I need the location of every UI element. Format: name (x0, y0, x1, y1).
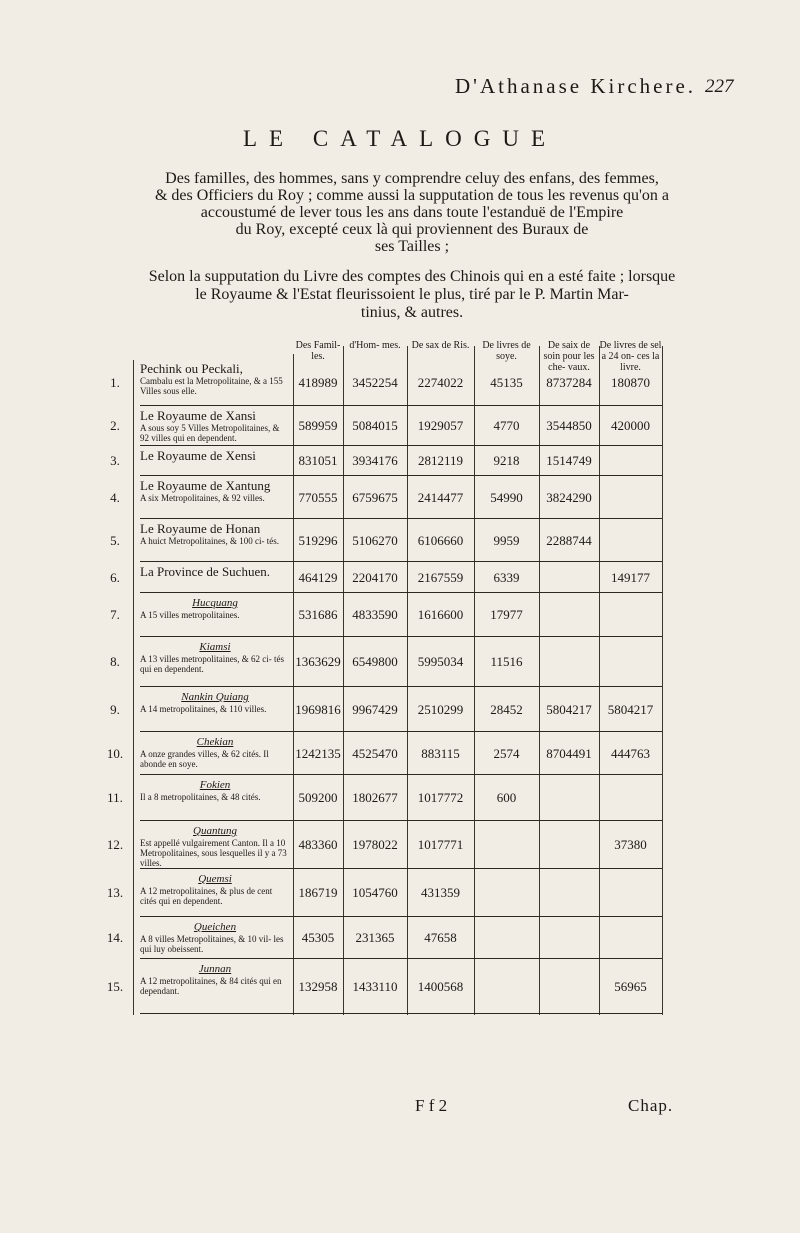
province-name: Le Royaume de Xantung (140, 478, 271, 493)
value-cell: 186719 (298, 885, 338, 900)
province-cell (140, 409, 290, 443)
value-cell: 8737284 (546, 374, 592, 390)
value-cell: 28452 (490, 701, 523, 717)
intro-line: Des familles, des hommes, sans y comprendre celuy des enfans, des femmes, (165, 170, 659, 187)
column-rule (599, 346, 600, 1015)
value-cell: 54990 (490, 489, 523, 505)
value-cell: 444763 (611, 745, 650, 761)
value-cell: 1514749 (546, 453, 592, 468)
province-description: A 15 villes metropolitaines. (140, 610, 240, 620)
value-cell: 5995034 (417, 654, 464, 669)
left-rule (133, 360, 134, 1015)
value-cell: 6549800 (352, 654, 398, 669)
row-rule (140, 636, 662, 637)
row-number: 6. (110, 569, 120, 585)
value-cell: 4833590 (352, 607, 398, 622)
value-cell: 531686 (298, 607, 338, 622)
row-rule (140, 820, 662, 821)
row-rule (140, 561, 662, 562)
value-cell: 2204170 (352, 569, 398, 585)
value-cell: 11516 (490, 654, 523, 669)
value-cell: 3934176 (352, 453, 398, 468)
value-cell: 1433110 (352, 978, 398, 994)
province-name: Chekian (196, 736, 234, 748)
value-cell: 17977 (490, 607, 523, 622)
value-cell: 1616600 (417, 607, 464, 622)
province-description: A 14 metropolitaines, & 110 villes. (140, 704, 267, 714)
value-cell: 47658 (424, 930, 457, 945)
value-cell: 418989 (298, 374, 338, 390)
province-description: A huict Metropolitaines, & 100 ci- tés. (140, 536, 279, 546)
row-rule (140, 475, 662, 476)
value-cell: 45135 (490, 374, 523, 390)
province-description: A sous soy 5 Villes Metropolitaines, & 92 villes qui en dependent. (140, 423, 280, 443)
value-cell: 5804217 (607, 701, 654, 717)
province-name: Nankin Quiang (181, 691, 249, 703)
province-cell (140, 449, 290, 463)
column-header: De livres de sel a 24 on- ces la livre. (599, 340, 662, 373)
province-name: Queichen (193, 921, 237, 933)
value-cell: 3824290 (546, 489, 592, 505)
value-cell: 4770 (493, 418, 520, 433)
row-number: 12. (106, 837, 124, 852)
value-cell: 6339 (493, 569, 520, 585)
value-cell: 45305 (301, 930, 335, 945)
value-cell: 5084015 (352, 418, 398, 433)
value-cell: 6759675 (352, 489, 398, 505)
province-cell (140, 962, 290, 996)
province-cell (140, 640, 290, 674)
value-cell: 1929057 (417, 418, 464, 433)
running-head: D'Athanase Kirchere. (455, 74, 697, 98)
row-number: 3. (110, 453, 120, 468)
signature-mark: F f 2 (415, 1096, 448, 1115)
value-cell: 5106270 (352, 532, 398, 548)
value-cell: 589959 (298, 418, 338, 433)
value-cell: 2510299 (417, 701, 464, 717)
province-name: Quantung (193, 825, 237, 837)
value-cell: 56965 (614, 978, 647, 994)
row-number: 14. (106, 930, 124, 945)
value-cell: 4525470 (352, 745, 398, 761)
province-name: Le Royaume de Honan (140, 521, 261, 536)
province-cell (140, 596, 290, 620)
intro-line: du Roy, excepté ceux là qui proviennent des Buraux de (235, 221, 589, 238)
province-name: Quemsi (198, 873, 232, 885)
value-cell: 519296 (298, 532, 338, 548)
row-number: 9. (110, 701, 120, 717)
province-description: A 8 villes Metropolitaines, & 10 vil- les qui luy obeissent. (140, 934, 284, 954)
row-number: 5. (110, 532, 120, 548)
row-number: 10. (106, 745, 124, 761)
value-cell: 831051 (298, 453, 338, 468)
value-cell: 9218 (493, 453, 520, 468)
calculation-note (62, 268, 762, 322)
province-description: A six Metropolitaines, & 92 villes. (140, 493, 265, 503)
value-cell: 1363629 (295, 654, 341, 669)
row-rule (140, 868, 662, 869)
value-cell: 464129 (298, 569, 338, 585)
value-cell: 2414477 (417, 489, 464, 505)
page-number: 227 (705, 76, 734, 97)
value-cell: 2574 (493, 745, 520, 761)
value-cell: 6106660 (417, 532, 464, 548)
row-rule (140, 686, 662, 687)
province-cell (140, 690, 290, 714)
row-rule (140, 1013, 662, 1014)
province-cell (140, 479, 290, 503)
column-rule (343, 346, 344, 1015)
value-cell: 483360 (298, 837, 338, 852)
value-cell: 2812119 (417, 453, 464, 468)
province-description: A 12 metropolitaines, & 84 cités qui en dependant. (140, 976, 282, 996)
row-rule (140, 518, 662, 519)
row-number: 8. (110, 654, 120, 669)
province-cell (140, 362, 290, 396)
value-cell: 1017772 (417, 790, 464, 805)
row-number: 2. (110, 418, 120, 433)
value-cell: 9967429 (352, 701, 398, 717)
province-name: Pechink ou Peckali, (140, 361, 243, 376)
value-cell: 149177 (611, 569, 650, 585)
value-cell: 431359 (421, 885, 460, 900)
row-rule (140, 592, 662, 593)
column-header: d'Hom- mes. (349, 340, 401, 351)
row-number: 11. (107, 790, 123, 805)
value-cell: 1802677 (352, 790, 398, 805)
value-cell: 883115 (421, 745, 460, 761)
value-cell: 180870 (611, 374, 650, 390)
value-cell: 420000 (611, 418, 650, 433)
value-cell: 1400568 (417, 978, 464, 994)
value-cell: 132958 (298, 978, 338, 994)
row-number: 15. (106, 978, 124, 994)
row-rule (140, 445, 662, 446)
province-description: A onze grandes villes, & 62 cités. Il abonde en soye. (140, 749, 269, 769)
row-number: 4. (110, 489, 120, 505)
province-description: Cambalu est la Metropolitaine, & a 155 Villes sous elle. (140, 376, 283, 396)
value-cell: 509200 (298, 790, 338, 805)
province-name: Junnan (198, 963, 232, 975)
page-title: LE CATALOGUE (243, 126, 557, 151)
column-header: De livres de soye. (482, 340, 531, 362)
value-cell: 1054760 (352, 885, 398, 900)
province-name: Le Royaume de Xensi (140, 448, 256, 463)
row-rule (140, 405, 662, 406)
value-cell: 9959 (493, 532, 520, 548)
province-cell (140, 824, 290, 868)
value-cell: 1969816 (295, 701, 341, 717)
row-rule (140, 916, 662, 917)
value-cell: 2274022 (417, 374, 464, 390)
value-cell: 1017771 (417, 837, 464, 852)
province-cell (140, 565, 290, 579)
value-cell: 2167559 (417, 569, 464, 585)
province-name: Kiamsi (199, 641, 231, 653)
value-cell: 1978022 (352, 837, 398, 852)
row-rule (140, 958, 662, 959)
province-cell (140, 735, 290, 769)
value-cell: 600 (496, 790, 517, 805)
column-header: Des Famil- les. (295, 340, 341, 362)
column-header: De saix de soin pour les che- vaux. (543, 340, 595, 373)
value-cell: 8704491 (546, 745, 592, 761)
column-rule (539, 346, 540, 1015)
calc-line: Selon la supputation du Livre des comptes des Chinois qui en a esté faite ; lorsque (148, 268, 676, 285)
column-rule (474, 346, 475, 1015)
province-name: La Province de Suchuen. (140, 564, 270, 579)
province-name: Hucquang (192, 597, 238, 609)
value-cell: 2288744 (546, 532, 592, 548)
calc-line: tinius, & autres. (360, 304, 464, 321)
column-rule (662, 346, 663, 1015)
province-name: Le Royaume de Xansi (140, 408, 256, 423)
province-description: A 13 villes metropolitaines, & 62 ci- tés qui en dependent. (140, 654, 284, 674)
value-cell: 5804217 (546, 701, 592, 717)
province-description: Il a 8 metropolitaines, & 48 cités. (140, 792, 261, 802)
value-cell: 770555 (298, 489, 338, 505)
province-cell (140, 778, 290, 802)
province-cell (140, 920, 290, 954)
value-cell: 1242135 (295, 745, 341, 761)
province-cell (140, 522, 290, 546)
intro-line: & des Officiers du Roy ; comme aussi la supputation de tous les revenus qu'on a (154, 187, 670, 204)
column-header: De sax de Ris. (411, 340, 470, 351)
province-cell (140, 872, 290, 906)
column-rule (407, 346, 408, 1015)
row-rule (140, 731, 662, 732)
province-description: A 12 metropolitaines, & plus de cent cités qui en dependent. (140, 886, 273, 906)
intro-paragraph (62, 170, 762, 255)
catchword: Chap. (628, 1096, 674, 1115)
value-cell: 37380 (614, 837, 647, 852)
intro-line: accoustumé de lever tous les ans dans toute l'estanduë de l'Empire (200, 204, 624, 221)
value-cell: 231365 (355, 930, 395, 945)
row-number: 13. (106, 885, 124, 900)
row-number: 1. (110, 374, 120, 390)
calc-line: le Royaume & l'Estat fleurissoient le plus, tiré par le P. Martin Mar- (195, 286, 629, 303)
row-rule (140, 774, 662, 775)
province-description: Est appellé vulgairement Canton. Il a 10 Metropolitaines, sous lesquelles il y a 73 villes. (140, 838, 287, 868)
row-number: 7. (110, 607, 120, 622)
intro-line: ses Tailles ; (374, 238, 450, 255)
province-name: Fokien (199, 779, 231, 791)
value-cell: 3452254 (352, 374, 398, 390)
value-cell: 3544850 (546, 418, 592, 433)
